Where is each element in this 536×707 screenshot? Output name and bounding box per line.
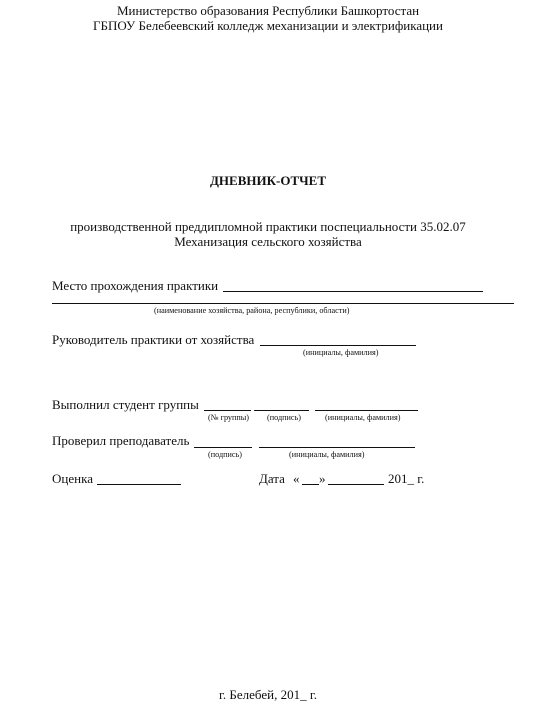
practice-place-label: Место прохождения практики bbox=[52, 278, 219, 293]
college-header: ГБПОУ Белебеевский колледж механизации и электрификации bbox=[93, 18, 443, 33]
date-label: Дата bbox=[259, 471, 285, 486]
supervisor-line[interactable] bbox=[260, 345, 416, 346]
practice-place-hint: (наименование хозяйства, района, республики, области) bbox=[154, 306, 350, 315]
student-name-line[interactable] bbox=[315, 410, 418, 411]
supervisor-hint: (инициалы, фамилия) bbox=[303, 348, 379, 357]
teacher-signature-hint: (подпись) bbox=[208, 450, 242, 459]
document-title: ДНЕВНИК-ОТЧЕТ bbox=[209, 173, 327, 188]
date-month-line[interactable] bbox=[328, 484, 384, 485]
teacher-name-line[interactable] bbox=[259, 447, 415, 448]
student-signature-line[interactable] bbox=[254, 410, 309, 411]
grade-label: Оценка bbox=[52, 471, 93, 486]
date-day-line[interactable] bbox=[302, 484, 319, 485]
city-year-footer: г. Белебей, 201_ г. bbox=[219, 687, 317, 702]
student-name-hint: (инициалы, фамилия) bbox=[325, 413, 401, 422]
date-close-quote: » bbox=[319, 471, 326, 486]
date-year: 201_ г. bbox=[388, 471, 425, 486]
student-group-line[interactable] bbox=[204, 410, 251, 411]
grade-line[interactable] bbox=[97, 484, 181, 485]
student-signature-hint: (подпись) bbox=[267, 413, 301, 422]
teacher-signature-line[interactable] bbox=[194, 447, 252, 448]
ministry-header: Министерство образования Республики Башкортостан bbox=[116, 3, 420, 18]
date-open-quote: « bbox=[293, 471, 300, 486]
practice-subtitle-line2: Механизация сельского хозяйства bbox=[174, 234, 362, 249]
practice-subtitle-line1: производственной преддипломной практики поспециальности 35.02.07 bbox=[70, 219, 466, 234]
teacher-label: Проверил преподаватель bbox=[52, 433, 190, 448]
practice-place-line-2[interactable] bbox=[52, 303, 514, 304]
student-label: Выполнил студент группы bbox=[52, 397, 199, 412]
practice-place-line[interactable] bbox=[223, 291, 483, 292]
supervisor-label: Руководитель практики от хозяйства bbox=[52, 332, 255, 347]
student-group-hint: (№ группы) bbox=[208, 413, 250, 422]
teacher-name-hint: (инициалы, фамилия) bbox=[289, 450, 365, 459]
